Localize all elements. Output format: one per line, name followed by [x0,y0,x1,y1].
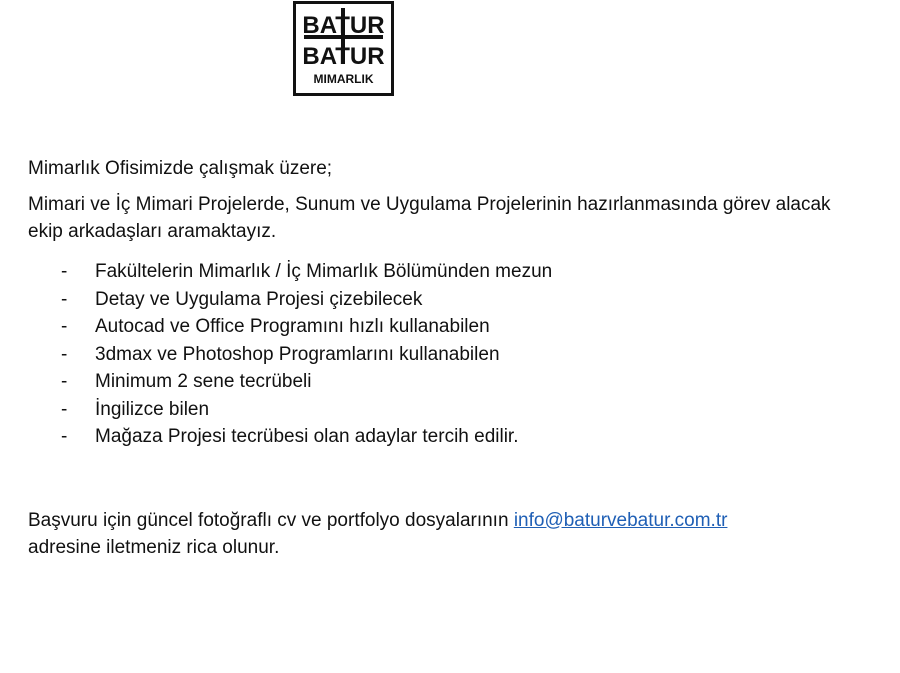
email-link[interactable]: info@baturvebatur.com.tr [513,509,728,531]
requirement-item [28,423,868,451]
closing-text-before: Başvuru için güncel fotoğraflı cv ve portfolyo dosyalarının [28,509,514,531]
bullet-dash: - [61,426,68,447]
requirement-text: İngilizce bilen [95,398,210,420]
bullet-dash: - [61,261,68,282]
logo-line-2: BATUR [302,43,385,70]
requirement-item [28,368,868,396]
requirement-text: 3dmax ve Photoshop Programlarını kullanabilen [95,343,500,365]
bullet-dash: - [61,398,68,420]
closing-text [28,507,868,561]
requirement-item [28,341,868,369]
requirement-text: Detay ve Uygulama Projesi çizebilecek [95,288,423,310]
requirement-item [28,396,868,424]
closing-text-after: adresine iletmeniz rica olunur. [28,536,280,558]
requirement-text: Fakültelerin Mimarlık / İç Mimarlık Bölümünden mezun [95,261,553,282]
logo-line-3: MIMARLIK [313,72,374,86]
company-logo [293,1,394,96]
job-posting [28,155,868,561]
bullet-dash: - [61,316,68,337]
bullet-dash: - [61,288,68,310]
logo-line-1: BATUR [302,12,385,39]
requirement-item [28,313,868,341]
requirements-list [28,258,868,451]
requirement-item [28,258,868,286]
requirement-text: Mağaza Projesi tecrübesi olan adaylar tercih edilir. [95,426,519,447]
bullet-dash: - [61,371,68,392]
batur-logo-graphic [296,4,391,93]
bullet-dash: - [61,343,68,365]
intro-text: Mimarlık Ofisimizde çalışmak üzere; [28,158,333,179]
requirement-text: Autocad ve Office Programını hızlı kullanabilen [95,316,490,337]
requirement-item [28,286,868,314]
requirement-text: Minimum 2 sene tecrübeli [95,371,312,392]
body-text: Mimari ve İç Mimari Projelerde, Sunum ve Uygulama Projelerinin hazırlanmasında görev alacak ekip arkadaşları aramaktayız. [28,194,831,242]
